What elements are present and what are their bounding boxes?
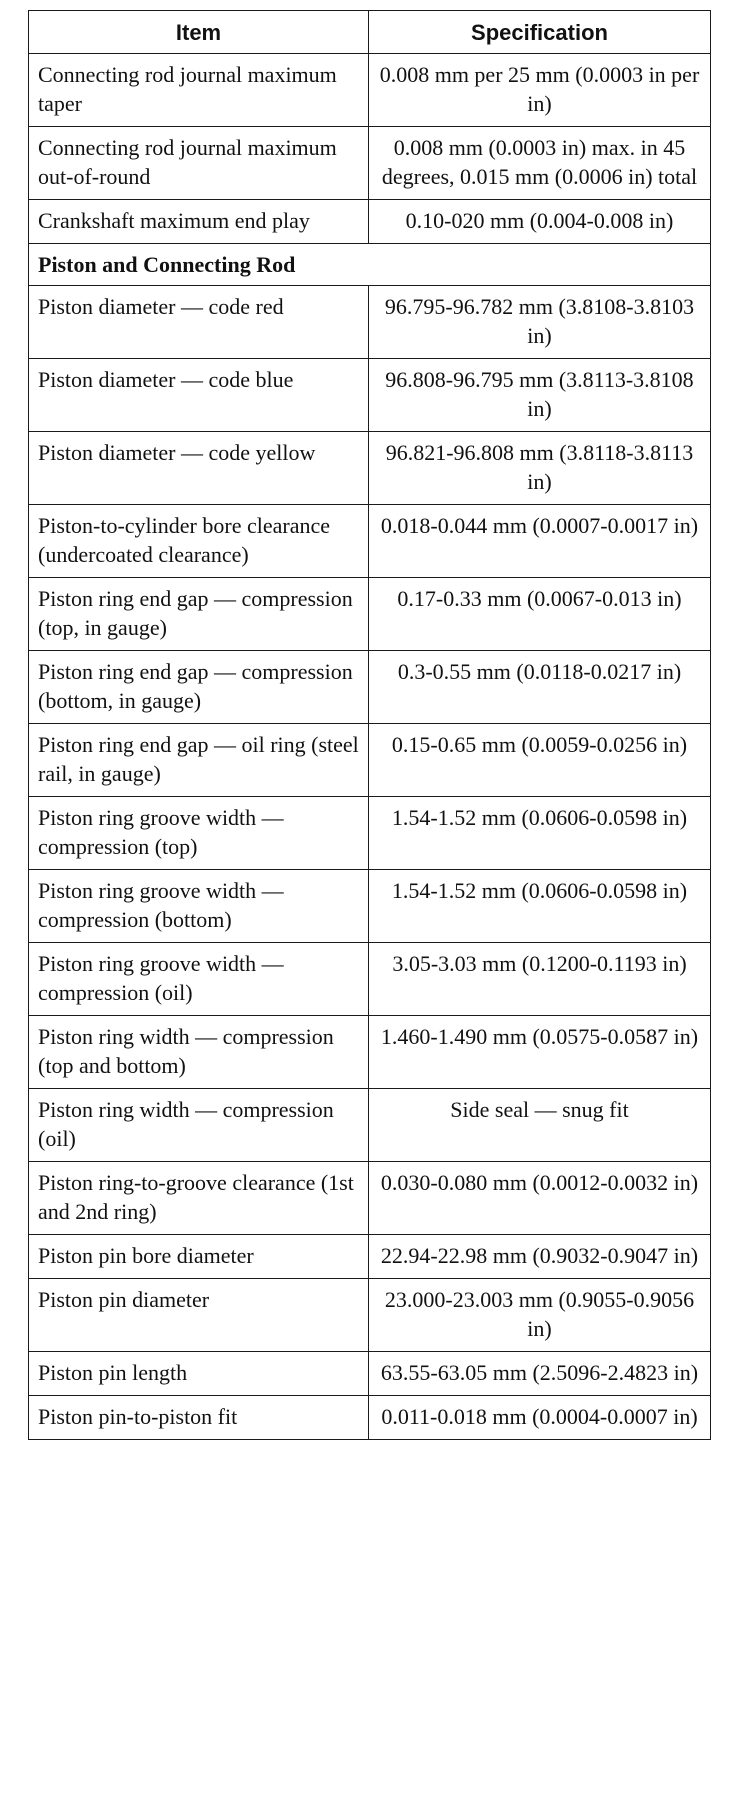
spec-cell: 1.54-1.52 mm (0.0606-0.0598 in) — [369, 797, 711, 870]
item-cell: Piston ring groove width — compression (bottom) — [29, 870, 369, 943]
spec-cell: 0.018-0.044 mm (0.0007-0.0017 in) — [369, 505, 711, 578]
section-header-row — [29, 244, 711, 286]
table-row — [29, 1162, 711, 1235]
spec-cell: 96.808-96.795 mm (3.8113-3.8108 in) — [369, 359, 711, 432]
table-row — [29, 432, 711, 505]
item-cell: Piston ring-to-groove clearance (1st and 2nd ring) — [29, 1162, 369, 1235]
spec-cell: 96.795-96.782 mm (3.8108-3.8103 in) — [369, 286, 711, 359]
spec-cell: 96.821-96.808 mm (3.8118-3.8113 in) — [369, 432, 711, 505]
table-row — [29, 286, 711, 359]
spec-cell: 0.008 mm (0.0003 in) max. in 45 degrees, 0.015 mm (0.0006 in) total — [369, 127, 711, 200]
table-row — [29, 1396, 711, 1440]
table-row — [29, 724, 711, 797]
section-title: Piston and Connecting Rod — [29, 244, 711, 286]
spec-cell: 1.460-1.490 mm (0.0575-0.0587 in) — [369, 1016, 711, 1089]
item-cell: Piston diameter — code red — [29, 286, 369, 359]
table-row — [29, 1352, 711, 1396]
table-row — [29, 1279, 711, 1352]
spec-cell: 0.3-0.55 mm (0.0118-0.0217 in) — [369, 651, 711, 724]
table-row — [29, 200, 711, 244]
item-cell: Piston diameter — code blue — [29, 359, 369, 432]
spec-cell: 0.008 mm per 25 mm (0.0003 in per in) — [369, 54, 711, 127]
item-cell: Piston ring end gap — oil ring (steel rail, in gauge) — [29, 724, 369, 797]
table-row — [29, 797, 711, 870]
table-row — [29, 505, 711, 578]
item-cell: Piston ring end gap — compression (top, in gauge) — [29, 578, 369, 651]
spec-cell: 0.030-0.080 mm (0.0012-0.0032 in) — [369, 1162, 711, 1235]
table-row — [29, 1089, 711, 1162]
table-row — [29, 578, 711, 651]
table-row — [29, 651, 711, 724]
table-row — [29, 943, 711, 1016]
spec-cell: Side seal — snug fit — [369, 1089, 711, 1162]
item-cell: Piston pin-to-piston fit — [29, 1396, 369, 1440]
table-row — [29, 870, 711, 943]
item-cell: Connecting rod journal maximum out-of-round — [29, 127, 369, 200]
spec-cell: 23.000-23.003 mm (0.9055-0.9056 in) — [369, 1279, 711, 1352]
item-cell: Piston-to-cylinder bore clearance (undercoated clearance) — [29, 505, 369, 578]
item-cell: Piston pin bore diameter — [29, 1235, 369, 1279]
header-specification: Specification — [369, 11, 711, 54]
item-cell: Piston ring width — compression (oil) — [29, 1089, 369, 1162]
item-cell: Piston ring groove width — compression (top) — [29, 797, 369, 870]
item-cell: Piston pin diameter — [29, 1279, 369, 1352]
item-cell: Piston ring width — compression (top and bottom) — [29, 1016, 369, 1089]
item-cell: Piston ring end gap — compression (bottom, in gauge) — [29, 651, 369, 724]
table-row — [29, 54, 711, 127]
spec-cell: 0.17-0.33 mm (0.0067-0.013 in) — [369, 578, 711, 651]
specification-table — [28, 10, 711, 1440]
spec-cell: 22.94-22.98 mm (0.9032-0.9047 in) — [369, 1235, 711, 1279]
item-cell: Connecting rod journal maximum taper — [29, 54, 369, 127]
spec-cell: 0.15-0.65 mm (0.0059-0.0256 in) — [369, 724, 711, 797]
spec-cell: 0.10-020 mm (0.004-0.008 in) — [369, 200, 711, 244]
table-row — [29, 359, 711, 432]
table-row — [29, 1016, 711, 1089]
item-cell: Crankshaft maximum end play — [29, 200, 369, 244]
item-cell: Piston diameter — code yellow — [29, 432, 369, 505]
header-item: Item — [29, 11, 369, 54]
spec-cell: 1.54-1.52 mm (0.0606-0.0598 in) — [369, 870, 711, 943]
spec-cell: 3.05-3.03 mm (0.1200-0.1193 in) — [369, 943, 711, 1016]
table-header-row — [29, 11, 711, 54]
spec-cell: 63.55-63.05 mm (2.5096-2.4823 in) — [369, 1352, 711, 1396]
item-cell: Piston pin length — [29, 1352, 369, 1396]
item-cell: Piston ring groove width — compression (oil) — [29, 943, 369, 1016]
spec-cell: 0.011-0.018 mm (0.0004-0.0007 in) — [369, 1396, 711, 1440]
table-row — [29, 127, 711, 200]
table-row — [29, 1235, 711, 1279]
